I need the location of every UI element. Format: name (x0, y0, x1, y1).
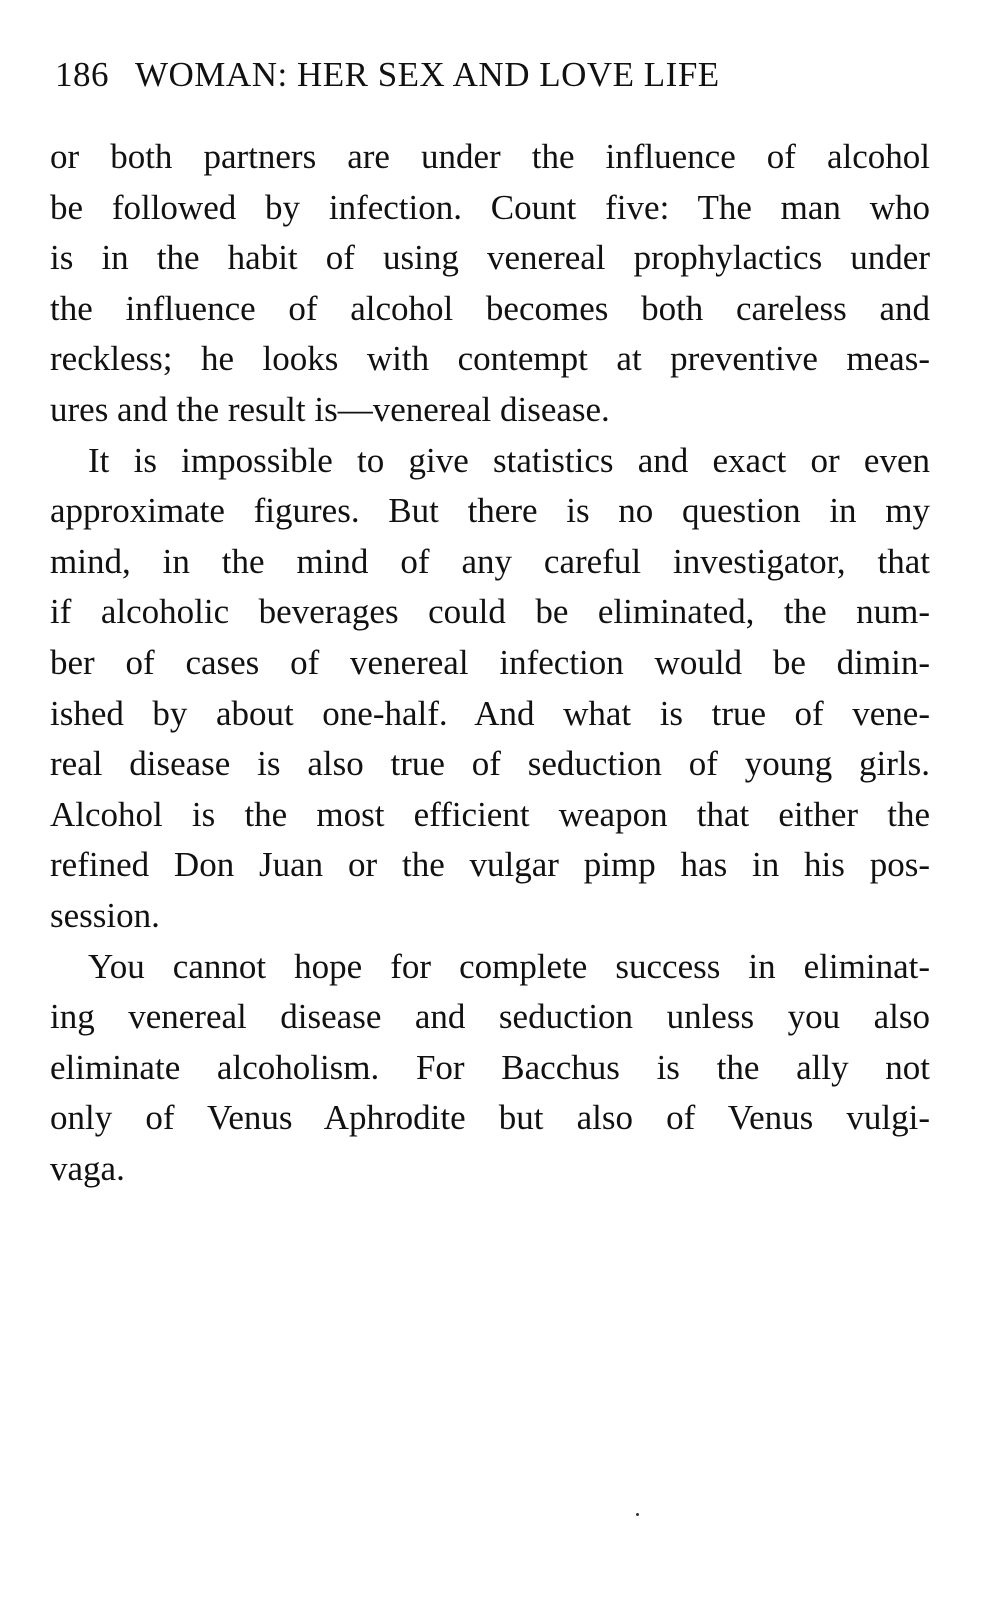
running-title: WOMAN: HER SEX AND LOVE LIFE (135, 55, 720, 94)
text-line: eliminate alcoholism. For Bacchus is the ally not (50, 1047, 930, 1087)
text-line: ing venereal disease and seduction unless you also (50, 997, 930, 1037)
text-line: reckless; he looks with contempt at preventive meas- (50, 339, 930, 379)
text-line: ber of cases of venereal infection would be dimin- (50, 642, 930, 682)
text-line: refined Don Juan or the vulgar pimp has in his pos- (50, 845, 930, 885)
text-line: real disease is also true of seduction of young girls. (50, 744, 930, 784)
page-number: 186 (55, 55, 109, 94)
text-line: ished by about one-half. And what is true of vene- (50, 693, 930, 733)
running-header (55, 55, 880, 95)
scan-speck (636, 1513, 639, 1516)
text-line: if alcoholic beverages could be eliminated, the num- (50, 592, 930, 632)
text-line: or both partners are under the influence of alcohol (50, 137, 930, 176)
text-line: approximate figures. But there is no question in my (50, 491, 930, 531)
paragraph-3 (50, 942, 930, 1195)
text-line: It is impossible to give statistics and exact or even (88, 440, 930, 480)
paragraph-2 (50, 436, 930, 942)
text-line: the influence of alcohol becomes both careless and (50, 288, 930, 328)
text-line: vaga. (50, 1148, 125, 1188)
page-body (50, 132, 930, 1194)
paragraph-1 (50, 132, 930, 436)
text-line: You cannot hope for complete success in eliminat- (88, 946, 930, 986)
text-line: mind, in the mind of any careful investigator, that (50, 541, 930, 581)
text-line: Alcohol is the most efficient weapon that either the (50, 794, 930, 834)
text-line: be followed by infection. Count five: The man who (50, 187, 930, 227)
text-line: session. (50, 895, 160, 935)
text-line: ures and the result is—venereal disease. (50, 389, 610, 429)
text-line: only of Venus Aphrodite but also of Venus vulgi- (50, 1098, 930, 1138)
text-line: is in the habit of using venereal prophylactics under (50, 238, 930, 278)
